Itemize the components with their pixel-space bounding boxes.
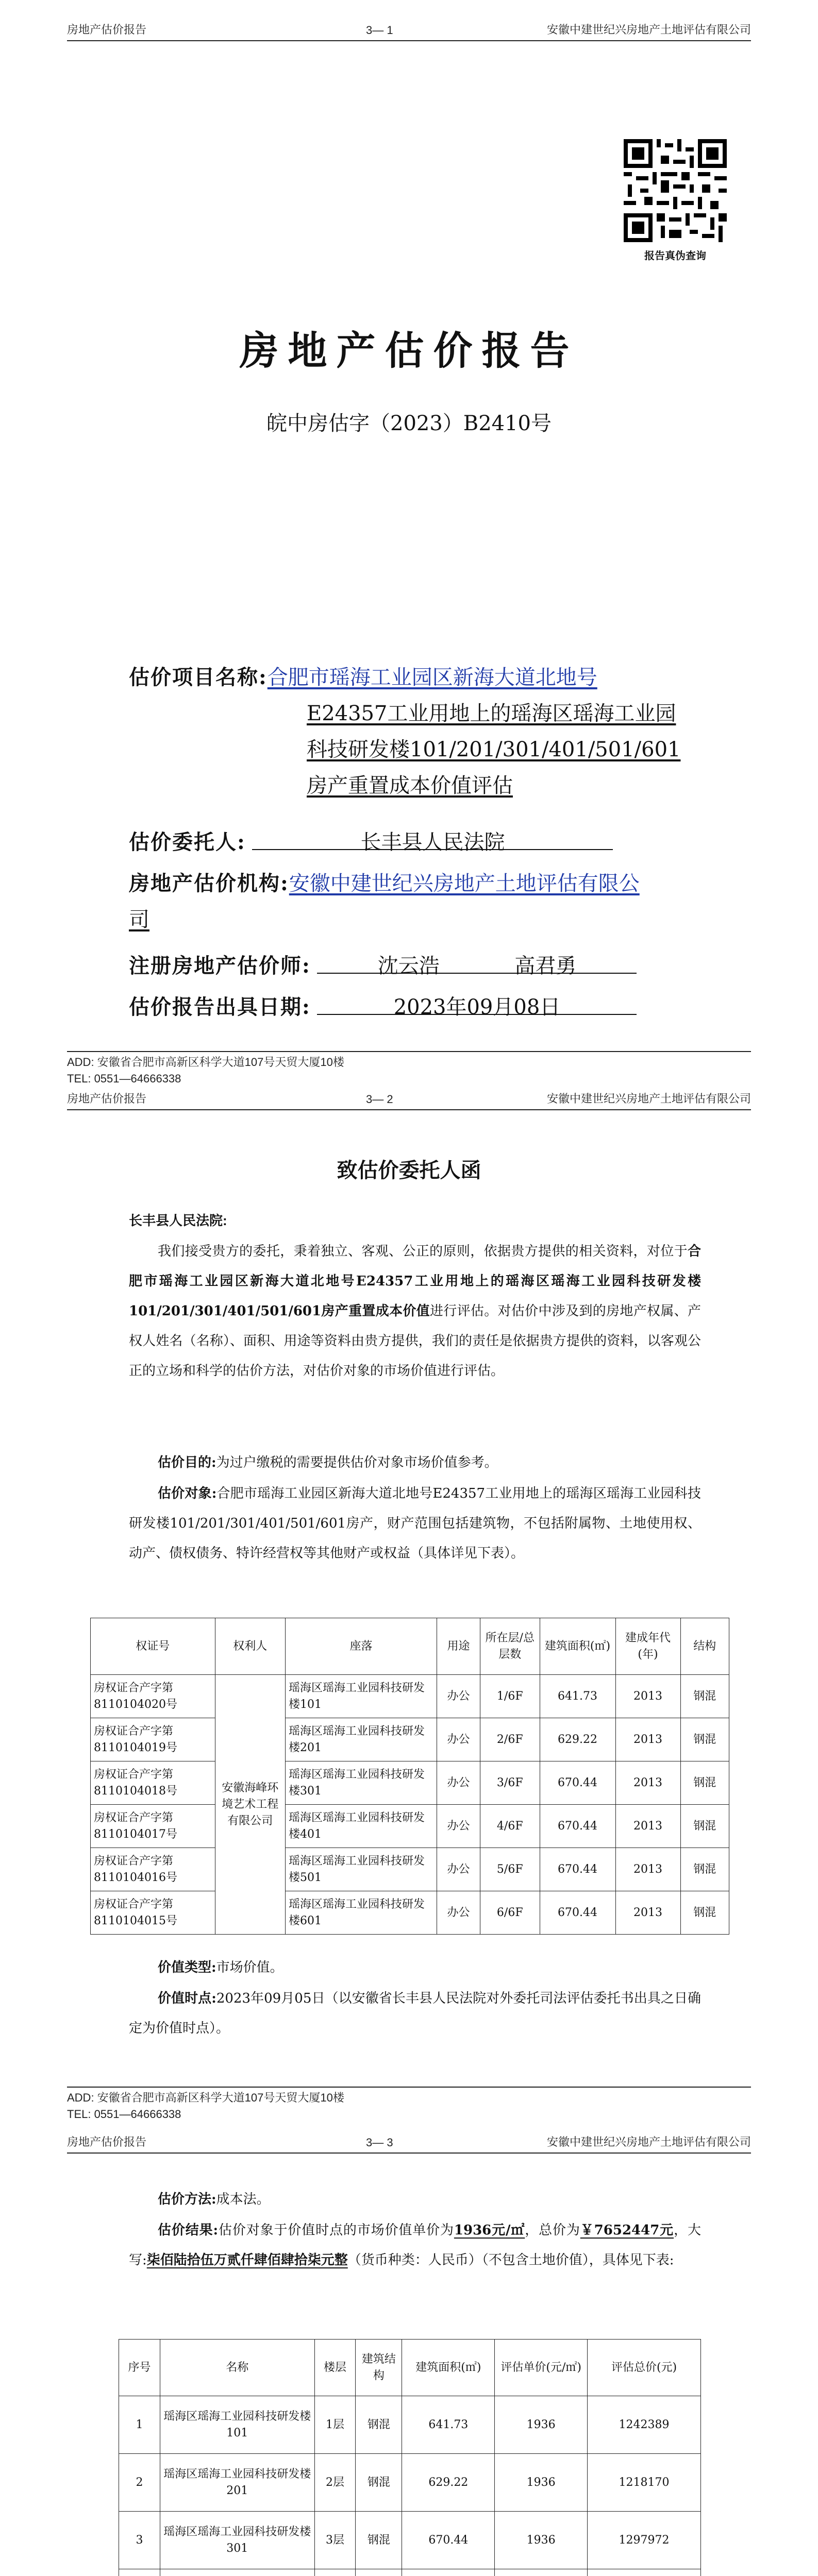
- appraiser-1: 沈云浩: [377, 954, 440, 978]
- cell-usage: 办公: [437, 1805, 480, 1848]
- footer-tel: TEL: 0551—64666338: [67, 2108, 181, 2121]
- value-type-label: 价值类型:: [158, 1960, 216, 1975]
- method-line: [129, 2184, 701, 2214]
- cell-no: [119, 2569, 160, 2576]
- letter-intro-c: 进行评估。对估价中涉及到的房地产权属、产权人姓名（名称）、面积、用途等资料由贵方提供，我们的责任是依据贵方提供的资料，以客观公正的立场和科学的估价方法，对估价对象的市场价值进行评估。: [129, 1303, 701, 1379]
- object-label: 估价对象:: [158, 1486, 217, 1501]
- header-left: 房地产估价报告: [67, 23, 147, 36]
- cell-name: [160, 2569, 314, 2576]
- appraiser-names: [317, 948, 637, 978]
- cell-area: 670.44: [540, 1805, 615, 1848]
- qr-code-icon[interactable]: [624, 139, 727, 242]
- footer-address: ADD: 安徽省合肥市高新区科学大道107号天贸大厦10楼: [67, 2091, 344, 2104]
- header-left: 房地产估价报告: [67, 1092, 147, 1105]
- cell-floor: 2/6F: [480, 1718, 540, 1761]
- table-row: [91, 1805, 729, 1848]
- method-value: 成本法。: [216, 2192, 270, 2207]
- cell-floor: 3/6F: [480, 1761, 540, 1805]
- cell-total: 1297972: [588, 2512, 701, 2569]
- cell-structure: 钢混: [356, 2454, 402, 2512]
- project-line-4: 房产重置成本价值评估: [307, 774, 513, 798]
- col-usage: 用途: [437, 1618, 480, 1675]
- letter-intro: [129, 1236, 701, 1386]
- purpose-label: 估价目的:: [158, 1455, 216, 1470]
- cell-year: 2013: [615, 1675, 680, 1718]
- cell-floor: 5/6F: [480, 1848, 540, 1891]
- cell-area: 641.73: [402, 2396, 495, 2454]
- cell-area: 670.44: [540, 1891, 615, 1935]
- cell-cert: 房权证合产字第8110104017号: [91, 1805, 215, 1848]
- result-text-4: （货币种类：人民币）（不包含土地价值），具体见下表:: [347, 2252, 674, 2268]
- page-header: [67, 21, 751, 41]
- client-row: [129, 824, 696, 860]
- appraiser-2: 高君勇: [514, 954, 577, 978]
- value-type-value: 市场价值。: [216, 1960, 283, 1975]
- result-text-2: ，总价为: [525, 2223, 580, 2238]
- issue-date-row: [129, 989, 696, 1025]
- header-company: 安徽中建世纪兴房地产土地评估有限公司: [546, 23, 751, 36]
- cell-cert: 房权证合产字第8110104020号: [91, 1675, 215, 1718]
- value-type-line: [129, 1953, 701, 1982]
- header-page-number: 3— 2: [366, 1093, 393, 1106]
- cell-usage: 办公: [437, 1675, 480, 1718]
- table-row: [91, 1675, 729, 1718]
- cell-name: 瑶海区瑶海工业园科技研发楼201: [160, 2454, 314, 2512]
- cell-no: 2: [119, 2454, 160, 2512]
- report-title: 房地产估价报告: [239, 328, 579, 374]
- result-text-1: 估价对象于价值时点的市场价值单价为: [218, 2223, 454, 2238]
- client-label: 估价委托人:: [129, 830, 246, 854]
- col-structure: 建筑结构: [356, 2340, 402, 2396]
- cell-cert: 房权证合产字第8110104015号: [91, 1891, 215, 1935]
- cell-owner: 安徽海峰环境艺术工程有限公司: [215, 1675, 286, 1935]
- cell-year: 2013: [615, 1848, 680, 1891]
- unit-price: 1936元/㎡: [454, 2223, 525, 2238]
- col-area: 建筑面积(㎡): [402, 2340, 495, 2396]
- purpose-line: [129, 1448, 701, 1478]
- cell-total: [588, 2569, 701, 2576]
- cell-usage: 办公: [437, 1848, 480, 1891]
- footer-tel: TEL: 0551—64666338: [67, 1072, 181, 1085]
- cell-unit-price: [495, 2569, 588, 2576]
- col-unit-price: 评估单价(元/㎡): [495, 2340, 588, 2396]
- project-line-2: E24357工业用地上的瑶海区瑶海工业园: [307, 702, 676, 725]
- cell-usage: 办公: [437, 1761, 480, 1805]
- table-row: [91, 1848, 729, 1891]
- cell-name: 瑶海区瑶海工业园科技研发楼301: [160, 2512, 314, 2569]
- table-row: [91, 1718, 729, 1761]
- org-row: [129, 866, 696, 938]
- cell-floor: 4/6F: [480, 1805, 540, 1848]
- page-cover: [0, 0, 818, 886]
- cell-area: 629.22: [540, 1718, 615, 1761]
- letter-intro-a: 我们接受贵方的委托，秉着独立、客观、公正的原则，依据贵方提供的相关资料，对位于: [158, 1244, 688, 1259]
- cell-floor: 6/6F: [480, 1891, 540, 1935]
- cell-area: [402, 2569, 495, 2576]
- cell-cert: 房权证合产字第8110104018号: [91, 1761, 215, 1805]
- cell-structure: 钢混: [680, 1761, 729, 1805]
- col-area: 建筑面积(㎡): [540, 1618, 615, 1675]
- project-label: 估价项目名称:: [129, 665, 268, 689]
- table-row: [119, 2512, 701, 2569]
- result-table-header: [119, 2340, 701, 2396]
- cell-usage: 办公: [437, 1718, 480, 1761]
- org-label: 房地产估价机构:: [129, 871, 289, 895]
- cell-year: 2013: [615, 1761, 680, 1805]
- object-line: [129, 1479, 701, 1568]
- letter-addressee: 长丰县人民法院:: [129, 1213, 227, 1228]
- method-label: 估价方法:: [158, 2192, 216, 2207]
- cell-floor: 1层: [314, 2396, 356, 2454]
- cell-no: 1: [119, 2396, 160, 2454]
- page-header-2: [67, 1090, 751, 1110]
- header-left: 房地产估价报告: [67, 2136, 147, 2148]
- value-date-label: 价值时点:: [158, 1991, 216, 2006]
- cell-structure: 钢混: [680, 1891, 729, 1935]
- page-footer-2: [67, 2087, 751, 2123]
- result-label: 估价结果:: [158, 2223, 219, 2238]
- cell-structure: 钢混: [680, 1675, 729, 1718]
- cell-area: 670.44: [540, 1761, 615, 1805]
- object-value: 合肥市瑶海工业园区新海大道北地号E24357工业用地上的瑶海区瑶海工业园科技研发楼101/201/301/401/501/601房产，财产范围包括建筑物，不包括附属物、土地使用权、动产、债权债务、特许经营权等其他财产或权益（具体详见下表）。: [129, 1486, 701, 1561]
- appraiser-row: [129, 948, 696, 984]
- cell-floor: 3层: [314, 2512, 356, 2569]
- cell-floor: [314, 2569, 356, 2576]
- cell-location: 瑶海区瑶海工业园科技研发楼301: [286, 1761, 437, 1805]
- cell-location: 瑶海区瑶海工业园科技研发楼101: [286, 1675, 437, 1718]
- cell-location: 瑶海区瑶海工业园科技研发楼601: [286, 1891, 437, 1935]
- project-line-3: 科技研发楼101/201/301/401/501/601: [307, 738, 681, 761]
- purpose-value: 为过户缴税的需要提供估价对象市场价值参考。: [216, 1455, 498, 1470]
- issue-date-label: 估价报告出具日期:: [129, 995, 311, 1019]
- col-no: 序号: [119, 2340, 160, 2396]
- org-value-tail: 司: [129, 908, 149, 931]
- col-name: 名称: [160, 2340, 314, 2396]
- cell-cert: 房权证合产字第8110104019号: [91, 1718, 215, 1761]
- cell-location: 瑶海区瑶海工业园科技研发楼201: [286, 1718, 437, 1761]
- value-date-value: 2023年09月05日（以安徽省长丰县人民法院对外委托司法评估委托书出具之日确定为价值时点）。: [129, 1991, 701, 2036]
- rights-table-header: [91, 1618, 729, 1675]
- appraiser-label: 注册房地产估价师:: [129, 954, 311, 978]
- cell-location: 瑶海区瑶海工业园科技研发楼501: [286, 1848, 437, 1891]
- table-row: [91, 1891, 729, 1935]
- client-value: 长丰县人民法院: [252, 824, 613, 850]
- cell-structure: [356, 2569, 402, 2576]
- header-company: 安徽中建世纪兴房地产土地评估有限公司: [546, 2136, 751, 2148]
- cell-unit-price: 1936: [495, 2454, 588, 2512]
- total-price-upper: 柒佰陆拾伍万贰仟肆佰肆拾柒元整: [146, 2252, 348, 2268]
- cell-name: 瑶海区瑶海工业园科技研发楼101: [160, 2396, 314, 2454]
- cell-location: 瑶海区瑶海工业园科技研发楼401: [286, 1805, 437, 1848]
- footer-address: ADD: 安徽省合肥市高新区科学大道107号天贸大厦10楼: [67, 1056, 344, 1069]
- col-cert: 权证号: [91, 1618, 215, 1675]
- cell-usage: 办公: [437, 1891, 480, 1935]
- cell-area: 670.44: [402, 2512, 495, 2569]
- project-name-row: [129, 659, 696, 804]
- page-footer-1: [67, 1051, 751, 1087]
- table-row: [91, 1761, 729, 1805]
- col-year: 建成年代(年): [615, 1618, 680, 1675]
- result-line: [129, 2215, 701, 2275]
- issue-date-value: 2023年09月08日: [317, 989, 637, 1015]
- letter-intro-subject: 合肥市瑶海工业园区新海大道北地号E24357工业用地上的瑶海区瑶海工业园科技研发楼101/201/301/401/501/601房产重置成本价值: [129, 1244, 701, 1319]
- col-owner: 权利人: [215, 1618, 286, 1675]
- col-location: 座落: [286, 1618, 437, 1675]
- page-header-3: [67, 2133, 751, 2154]
- table-row: [119, 2569, 701, 2576]
- cell-structure: 钢混: [356, 2512, 402, 2569]
- table-row: [119, 2396, 701, 2454]
- cell-structure: 钢混: [680, 1805, 729, 1848]
- col-structure: 结构: [680, 1618, 729, 1675]
- cell-area: 670.44: [540, 1848, 615, 1891]
- cell-unit-price: 1936: [495, 2512, 588, 2569]
- header-page-number: 3— 3: [366, 2136, 393, 2149]
- project-line-1: 合肥市瑶海工业园区新海大道北地号: [267, 666, 597, 689]
- cell-no: 3: [119, 2512, 160, 2569]
- cell-total: 1242389: [588, 2396, 701, 2454]
- header-company: 安徽中建世纪兴房地产土地评估有限公司: [546, 1092, 751, 1105]
- qr-caption: 报告真伪查询: [644, 250, 706, 262]
- cell-area: 641.73: [540, 1675, 615, 1718]
- cell-structure: 钢混: [680, 1848, 729, 1891]
- cell-floor: 2层: [314, 2454, 356, 2512]
- org-value: 安徽中建世纪兴房地产土地评估有限公: [289, 872, 640, 895]
- cell-area: 629.22: [402, 2454, 495, 2512]
- cell-total: 1218170: [588, 2454, 701, 2512]
- rights-table: [90, 1618, 729, 1935]
- cell-year: 2013: [615, 1805, 680, 1848]
- col-floor: 楼层: [314, 2340, 356, 2396]
- result-table: [119, 2339, 701, 2576]
- cell-cert: 房权证合产字第8110104016号: [91, 1848, 215, 1891]
- col-total: 评估总价(元): [588, 2340, 701, 2396]
- letter-title: 致估价委托人函: [337, 1159, 481, 1182]
- cell-year: 2013: [615, 1891, 680, 1935]
- cell-year: 2013: [615, 1718, 680, 1761]
- report-number: 皖中房估字（2023）B2410号: [266, 412, 552, 435]
- table-row: [119, 2454, 701, 2512]
- result-text-3: ，大写:: [129, 2223, 701, 2268]
- value-date-line: [129, 1984, 701, 2043]
- header-page-number: 3— 1: [366, 24, 393, 37]
- cell-structure: 钢混: [680, 1718, 729, 1761]
- col-floor: 所在层/总层数: [480, 1618, 540, 1675]
- cell-floor: 1/6F: [480, 1675, 540, 1718]
- cell-unit-price: 1936: [495, 2396, 588, 2454]
- total-price: ￥7652447元: [580, 2223, 674, 2238]
- cell-structure: 钢混: [356, 2396, 402, 2454]
